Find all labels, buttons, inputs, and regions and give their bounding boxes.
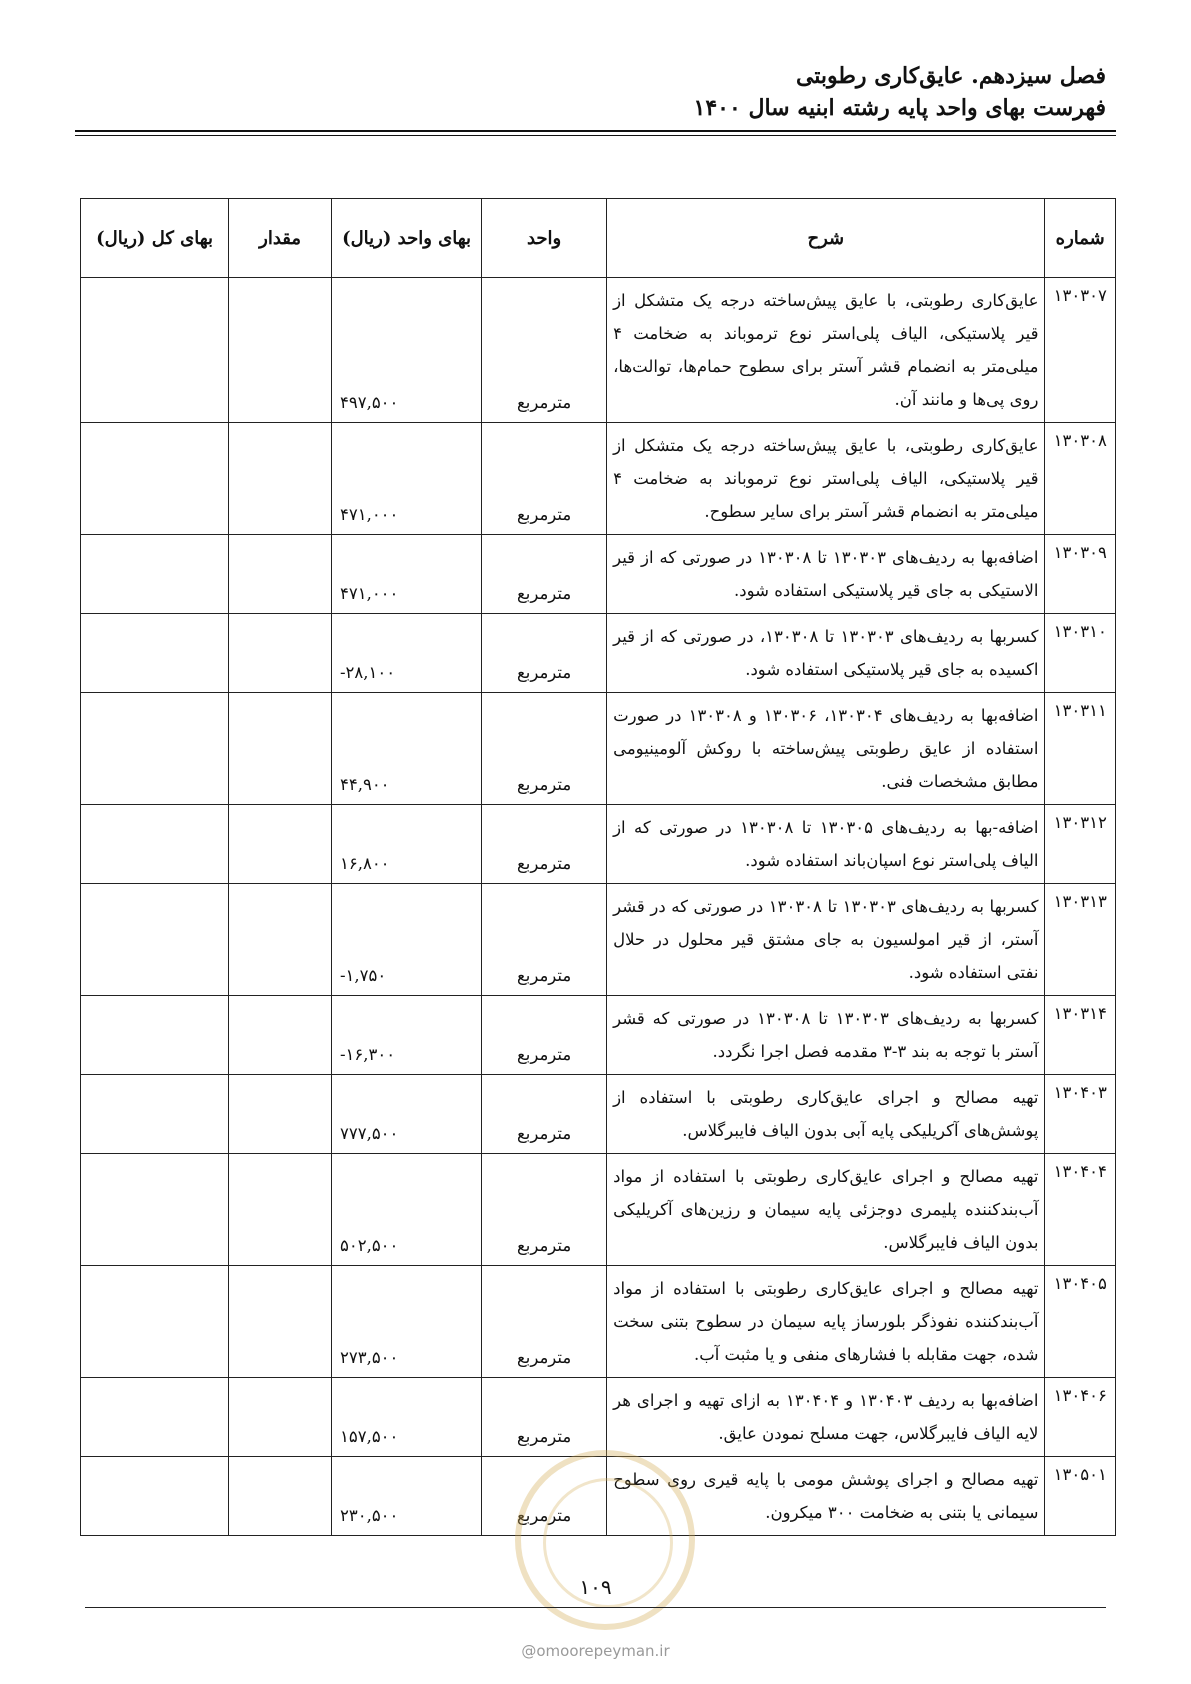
row-code: ۱۳۰۳۱۰ (1045, 614, 1116, 693)
row-unit: مترمربع (482, 1154, 607, 1266)
table-row (81, 1378, 1116, 1457)
table-header-row (81, 199, 1116, 278)
row-unit-price: ۴۷۱,۰۰۰ (331, 423, 481, 535)
row-unit: مترمربع (482, 1457, 607, 1536)
table-row (81, 693, 1116, 805)
row-unit: مترمربع (482, 693, 607, 805)
row-unit: مترمربع (482, 996, 607, 1075)
row-total (81, 1266, 229, 1378)
row-total (81, 884, 229, 996)
row-code: ۱۳۰۳۰۹ (1045, 535, 1116, 614)
website-watermark: @omoorepeyman.ir (521, 1642, 670, 1660)
row-total (81, 1154, 229, 1266)
row-unit-price: -۱۶,۳۰۰ (331, 996, 481, 1075)
row-code: ۱۳۰۴۰۵ (1045, 1266, 1116, 1378)
table-row (81, 614, 1116, 693)
row-quantity (229, 614, 332, 693)
table-row (81, 278, 1116, 423)
watermark-seal-icon (515, 1450, 695, 1630)
table-row (81, 1154, 1116, 1266)
row-code: ۱۳۰۳۱۴ (1045, 996, 1116, 1075)
row-total (81, 1378, 229, 1457)
row-description: اضافه‌بها به ردیف ۱۳۰۴۰۳ و ۱۳۰۴۰۴ به ازای تهیه و اجرای هر لایه الیاف فایبرگلاس، جهت مسلح نمودن عایق. (607, 1378, 1045, 1457)
row-code: ۱۳۰۳۱۲ (1045, 805, 1116, 884)
row-total (81, 1457, 229, 1536)
row-total (81, 535, 229, 614)
row-unit-price: ۷۷۷,۵۰۰ (331, 1075, 481, 1154)
row-unit-price: ۲۳۰,۵۰۰ (331, 1457, 481, 1536)
page-number: ۱۰۹ (579, 1575, 612, 1599)
table-row (81, 805, 1116, 884)
table-row (81, 535, 1116, 614)
row-quantity (229, 1154, 332, 1266)
row-quantity (229, 1457, 332, 1536)
header-code: شماره (1045, 199, 1116, 278)
row-unit: مترمربع (482, 805, 607, 884)
row-quantity (229, 1378, 332, 1457)
header-description: شرح (607, 199, 1045, 278)
row-description: عایق‌کاری رطوبتی، با عایق پیش‌ساخته درجه یک متشکل از قیر پلاستیکی، الیاف پلی‌استر نوع ترموباند به ضخامت ۴ میلی‌متر به انضمام قشر آستر برای سایر سطوح. (607, 423, 1045, 535)
header-rule-thick (75, 130, 1116, 132)
row-code: ۱۳۰۳۰۷ (1045, 278, 1116, 423)
row-unit-price: ۱۶,۸۰۰ (331, 805, 481, 884)
row-total (81, 996, 229, 1075)
row-description: اضافه-بها به ردیف‌های ۱۳۰۳۰۵ تا ۱۳۰۳۰۸ در صورتی که از الیاف پلی‌استر نوع اسپان‌باند استفاده شود. (607, 805, 1045, 884)
header-total: بهای کل (ریال) (81, 199, 229, 278)
row-unit: مترمربع (482, 1075, 607, 1154)
row-unit-price: ۱۵۷,۵۰۰ (331, 1378, 481, 1457)
row-total (81, 1075, 229, 1154)
row-quantity (229, 278, 332, 423)
row-quantity (229, 1266, 332, 1378)
row-quantity (229, 1075, 332, 1154)
row-unit: مترمربع (482, 1266, 607, 1378)
row-code: ۱۳۰۴۰۶ (1045, 1378, 1116, 1457)
row-unit-price: ۵۰۲,۵۰۰ (331, 1154, 481, 1266)
row-total (81, 278, 229, 423)
document-subtitle: فهرست بهای واحد پایه رشته ابنیه سال ۱۴۰۰ (693, 95, 1106, 121)
header-unit: واحد (482, 199, 607, 278)
row-code: ۱۳۰۴۰۴ (1045, 1154, 1116, 1266)
page-header (694, 60, 1106, 124)
row-unit: مترمربع (482, 1378, 607, 1457)
row-quantity (229, 535, 332, 614)
row-description: تهیه مصالح و اجرای پوشش مومی با پایه قیری روی سطوح سیمانی یا بتنی به ضخامت ۳۰۰ میکرون. (607, 1457, 1045, 1536)
row-quantity (229, 805, 332, 884)
header-unit-price: بهای واحد (ریال) (331, 199, 481, 278)
row-total (81, 693, 229, 805)
row-total (81, 614, 229, 693)
row-description: تهیه مصالح و اجرای عایق‌کاری رطوبتی با استفاده از پوشش‌های آکریلیکی پایه آبی بدون الیاف فایبرگلاس. (607, 1075, 1045, 1154)
row-code: ۱۳۰۳۱۳ (1045, 884, 1116, 996)
row-unit: مترمربع (482, 614, 607, 693)
row-total (81, 423, 229, 535)
row-unit: مترمربع (482, 423, 607, 535)
row-description: کسربها به ردیف‌های ۱۳۰۳۰۳ تا ۱۳۰۳۰۸ در صورتی که قشر آستر با توجه به بند ۳-۳ مقدمه فصل اجرا نگردد. (607, 996, 1045, 1075)
row-description: تهیه مصالح و اجرای عایق‌کاری رطوبتی با استفاده از مواد آب‌بندکننده پلیمری دوجزئی پایه سیمان و رزین‌های آکریلیکی بدون الیاف فایبرگلاس. (607, 1154, 1045, 1266)
row-unit: مترمربع (482, 278, 607, 423)
row-unit-price: -۱,۷۵۰ (331, 884, 481, 996)
table-row (81, 884, 1116, 996)
row-code: ۱۳۰۵۰۱ (1045, 1457, 1116, 1536)
row-unit-price: -۲۸,۱۰۰ (331, 614, 481, 693)
header-rule-thin (75, 135, 1116, 136)
row-description: عایق‌کاری رطوبتی، با عایق پیش‌ساخته درجه یک متشکل از قیر پلاستیکی، الیاف پلی‌استر نوع ترموباند به ضخامت ۴ میلی‌متر به انضمام قشر آستر برای سطوح حمام‌ها، توالت‌ها، روی پی‌ها و مانند آن. (607, 278, 1045, 423)
row-unit: مترمربع (482, 884, 607, 996)
row-unit-price: ۴۴,۹۰۰ (331, 693, 481, 805)
table-row (81, 1075, 1116, 1154)
row-description: اضافه‌بها به ردیف‌های ۱۳۰۳۰۴، ۱۳۰۳۰۶ و ۱۳۰۳۰۸ در صورت استفاده از عایق رطوبتی پیش‌ساخته با روکش آلومینیومی مطابق مشخصات فنی. (607, 693, 1045, 805)
row-quantity (229, 693, 332, 805)
row-unit-price: ۴۷۱,۰۰۰ (331, 535, 481, 614)
chapter-title: فصل سیزدهم. عایق‌کاری رطوبتی (795, 63, 1106, 89)
row-unit-price: ۲۷۳,۵۰۰ (331, 1266, 481, 1378)
header-quantity: مقدار (229, 199, 332, 278)
table-row (81, 423, 1116, 535)
footer-rule (85, 1607, 1106, 1608)
row-code: ۱۳۰۳۱۱ (1045, 693, 1116, 805)
row-quantity (229, 884, 332, 996)
price-list-table (80, 198, 1116, 1536)
row-unit: مترمربع (482, 535, 607, 614)
row-quantity (229, 996, 332, 1075)
table-row (81, 996, 1116, 1075)
row-code: ۱۳۰۳۰۸ (1045, 423, 1116, 535)
table-row (81, 1266, 1116, 1378)
row-code: ۱۳۰۴۰۳ (1045, 1075, 1116, 1154)
row-description: اضافه‌بها به ردیف‌های ۱۳۰۳۰۳ تا ۱۳۰۳۰۸ در صورتی که از قیر الاستیکی به جای قیر پلاستیکی استفاده شود. (607, 535, 1045, 614)
row-description: تهیه مصالح و اجرای عایق‌کاری رطوبتی با استفاده از مواد آب‌بندکننده نفوذگر بلورساز پایه سیمان در سطوح بتنی سخت شده، جهت مقابله با فشارهای منفی و یا مثبت آب. (607, 1266, 1045, 1378)
row-unit-price: ۴۹۷,۵۰۰ (331, 278, 481, 423)
row-description: کسربها به ردیف‌های ۱۳۰۳۰۳ تا ۱۳۰۳۰۸، در صورتی که از قیر اکسیده به جای قیر پلاستیکی استفاده شود. (607, 614, 1045, 693)
row-quantity (229, 423, 332, 535)
row-description: کسربها به ردیف‌های ۱۳۰۳۰۳ تا ۱۳۰۳۰۸ در صورتی که در قشر آستر، از قیر امولسیون به جای مشتق قیر محلول در حلال نفتی استفاده شود. (607, 884, 1045, 996)
row-total (81, 805, 229, 884)
